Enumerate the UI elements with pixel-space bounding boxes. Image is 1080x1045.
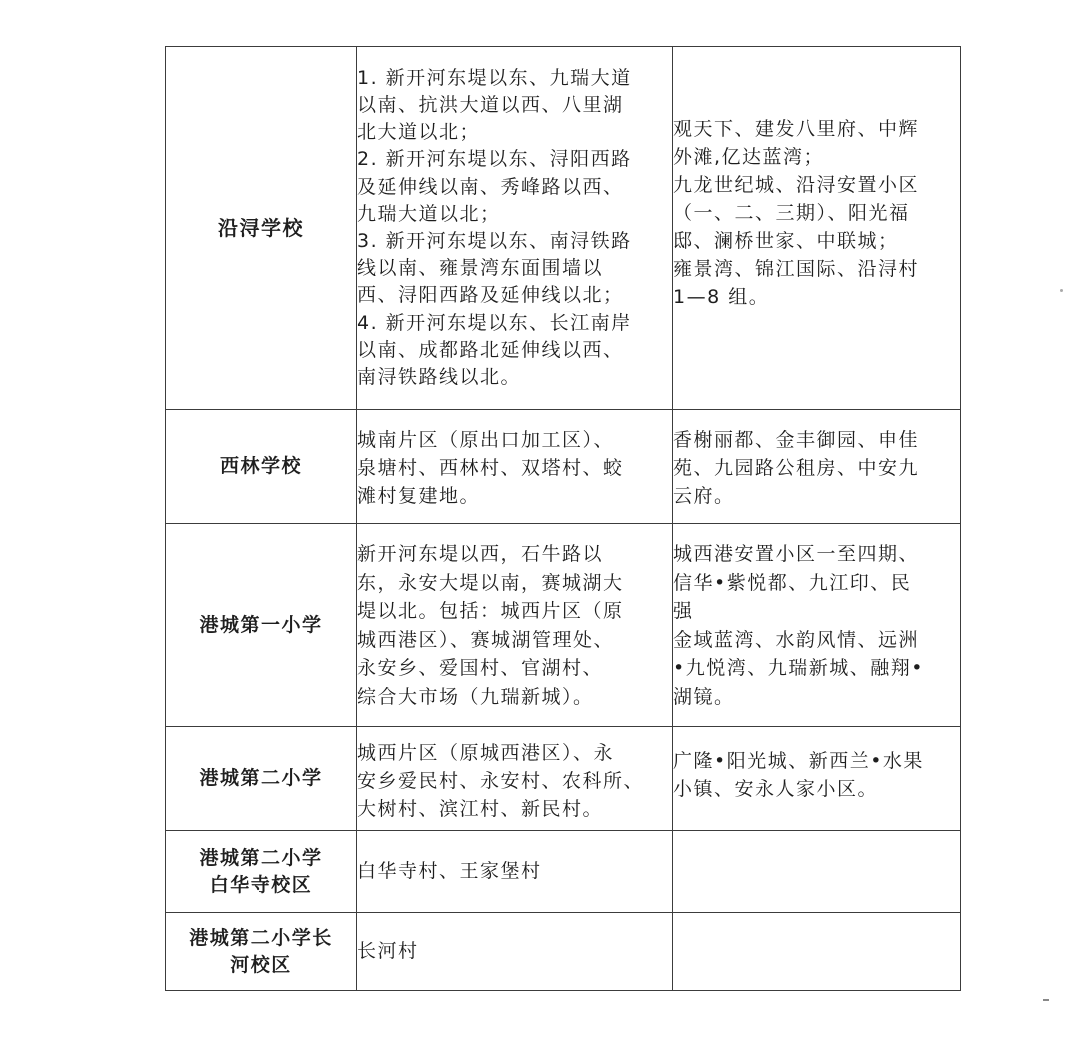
area-line: 2. 新开河东堤以东、浔阳西路: [357, 148, 632, 171]
community-line: 观天下、建发八里府、中辉: [673, 118, 920, 140]
community-line: 小镇、安永人家小区。: [673, 778, 879, 800]
community-line: 广隆•阳光城、新西兰•水果: [673, 750, 924, 772]
area-line: 以南、成都路北延伸线以西、: [357, 338, 624, 361]
school-name-cell: [166, 913, 357, 991]
community-line: （一、二、三期）、阳光福: [673, 202, 910, 224]
area-line: 泉塘村、西林村、双塔村、蛟: [357, 457, 624, 479]
community-line: 苑、九园路公租房、中安九: [673, 457, 920, 479]
community-cell: [673, 524, 961, 727]
community-cell: [673, 47, 961, 410]
school-name: 白华寺校区: [209, 873, 313, 896]
area-cell: [357, 524, 673, 727]
community-line: 九龙世纪城、沿浔安置小区: [673, 174, 920, 196]
table-row: [166, 524, 961, 727]
area-cell: [357, 727, 673, 831]
school-name-cell: [166, 727, 357, 831]
scan-speck: [1043, 999, 1049, 1001]
table-row: [166, 727, 961, 831]
community-cell: [673, 727, 961, 831]
school-district-table: [165, 46, 961, 991]
community-line: 1—8 组。: [673, 286, 770, 308]
community-line: 雍景湾、锦江国际、沿浔村: [673, 258, 920, 280]
community-cell: [673, 410, 961, 524]
school-name: 港城第一小学: [199, 613, 323, 636]
school-name: 港城第二小学: [199, 767, 323, 789]
area-line: 东，永安大堤以南，赛城湖大: [357, 571, 624, 594]
community-line: 云府。: [673, 485, 735, 507]
community-line: 香榭丽都、金丰御园、申佳: [673, 429, 920, 451]
community-line: 湖镜。: [673, 685, 735, 708]
area-cell: [357, 831, 673, 913]
community-line: 邸、澜桥世家、中联城；: [673, 230, 899, 252]
table-row: [166, 47, 961, 410]
community-line: 信华•紫悦都、九江印、民: [673, 571, 912, 594]
area-line: 以南、抗洪大道以西、八里湖: [357, 93, 624, 116]
school-name: 沿浔学校: [218, 215, 304, 240]
area-line: 城西片区（原城西港区）、永: [357, 742, 615, 764]
school-name: 河校区: [230, 953, 292, 976]
area-line: 九瑞大道以北；: [357, 202, 501, 225]
table-row: [166, 913, 961, 991]
area-cell: [357, 47, 673, 410]
community-line: •九悦湾、九瑞新城、融翔•: [673, 657, 924, 679]
area-line: 城西港区）、赛城湖管理处、: [357, 628, 615, 651]
area-line: 南浔铁路线以北。: [357, 366, 522, 389]
area-cell: [357, 913, 673, 991]
school-name: 港城第二小学: [199, 846, 323, 869]
table-row: [166, 410, 961, 524]
area-line: 安乡爱民村、永安村、农科所、: [357, 770, 645, 792]
area-line: 综合大市场（九瑞新城）。: [357, 685, 594, 708]
table-row: [166, 831, 961, 913]
table-body: [166, 47, 961, 991]
area-line: 新开河东堤以西，石牛路以: [357, 543, 604, 565]
scan-speck: [1060, 289, 1063, 292]
area-line: 永安乡、爱国村、官湖村、: [357, 657, 604, 679]
community-line: 金域蓝湾、水韵风情、远洲: [673, 628, 920, 651]
area-line: 北大道以北；: [357, 121, 481, 144]
community-cell: [673, 913, 961, 991]
area-line: 3. 新开河东堤以东、南浔铁路: [357, 230, 632, 252]
community-line: 城西港安置小区一至四期、: [673, 543, 920, 565]
community-cell: [673, 831, 961, 913]
area-line: 长河村: [357, 940, 419, 962]
area-line: 4. 新开河东堤以东、长江南岸: [357, 311, 632, 334]
area-line: 滩村复建地。: [357, 485, 481, 507]
community-line: 外滩,亿达蓝湾；: [673, 146, 825, 168]
school-name: 西林学校: [219, 455, 302, 477]
area-line: 白华寺村、王家堡村: [357, 860, 542, 882]
school-name-cell: [166, 410, 357, 524]
area-line: 西、浔阳西路及延伸线以北；: [357, 284, 624, 307]
area-line: 1. 新开河东堤以东、九瑞大道: [357, 66, 632, 89]
area-line: 城南片区（原出口加工区）、: [357, 429, 615, 451]
area-line: 堤以北。包括：城西片区（原: [357, 600, 624, 622]
school-name-cell: [166, 47, 357, 410]
area-line: 大树村、滨江村、新民村。: [357, 798, 604, 820]
area-line: 线以南、雍景湾东面围墙以: [357, 257, 604, 280]
school-name-cell: [166, 831, 357, 913]
school-name: 港城第二小学长: [189, 926, 333, 949]
area-line: 及延伸线以南、秀峰路以西、: [357, 175, 624, 198]
area-cell: [357, 410, 673, 524]
school-name-cell: [166, 524, 357, 727]
community-line: 强: [673, 600, 694, 622]
